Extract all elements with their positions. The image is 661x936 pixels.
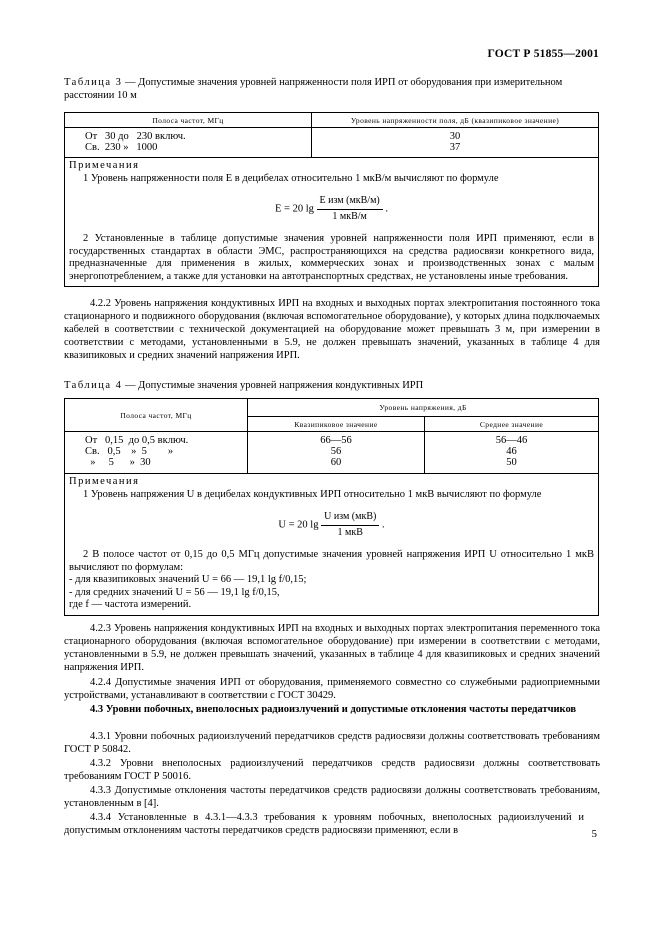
table4-caption-prefix: Таблица 4 [64, 380, 123, 391]
table3-notes [65, 158, 599, 287]
table4-row1-band: От 0,15 до 0,5 включ. [85, 435, 189, 446]
table3-formula-denominator: 1 мкВ/м [332, 210, 367, 222]
table3-row1-value: 30 [449, 131, 461, 142]
document-id: ГОСТ Р 51855—2001 [487, 48, 599, 60]
table3 [64, 112, 599, 287]
table3-note1: 1 Уровень напряженности поля E в децибелах относительно 1 мкВ/м вычисляют по формуле [83, 172, 499, 184]
table4-formula-end: . [381, 519, 385, 531]
table3-formula-fraction [317, 195, 383, 223]
table4 [64, 398, 599, 616]
table3-caption-text: — Допустимые значения уровней напряженности поля ИРП от оборудования при измерительном расстоянии 10 м [64, 77, 563, 101]
table4-caption [64, 379, 600, 392]
table4-formula [69, 511, 594, 539]
table4-note2-line3: - для средних значений U = 56 — 19,1 lg f/0,15, [69, 586, 280, 598]
table3-notes-title: Примечания [69, 160, 140, 171]
paragraph-4-3-1: 4.3.1 Уровни побочных радиоизлучений передатчиков средств радиосвязи должны соответствовать требованиям ГОСТ Р 50842. [64, 731, 600, 755]
table3-band-cell [65, 128, 312, 158]
page-number: 5 [591, 828, 597, 840]
table4-note1: 1 Уровень напряжения U в децибелах кондуктивных ИРП относительно 1 мкВ вычисляют по формуле [83, 488, 542, 500]
table4-caption-text: — Допустимые значения уровней напряжения кондуктивных ИРП [122, 380, 424, 391]
table4-note2-line4: где f — частота измерений. [69, 599, 192, 610]
table4-notes-title: Примечания [69, 476, 140, 487]
table3-caption [64, 76, 600, 102]
table3-caption-prefix: Таблица 3 [64, 77, 123, 88]
table3-col1-header: Полоса частот, МГц [65, 113, 312, 128]
table3-formula [69, 195, 594, 223]
table4-note2-line1: 2 В полосе частот от 0,15 до 0,5 МГц допустимые значения уровней напряжения ИРП U относительно 1 мкВ вычисляют по формулам: [69, 549, 594, 573]
table4-formula-lhs: U = 20 lg [278, 519, 319, 531]
table3-note2: 2 Установленные в таблице допустимые значения уровней напряженности поля ИРП применяют, если в государственных стандартах в области ЭМС, распространяющихся на средства радиосвязи конкретного вида, предназначенные для применения в жилых, коммерческих зонах и производственных зонах с малым энергопотреблением, а также для установки на автотранспортных средствах, не установлены иные требования. [69, 233, 594, 282]
table4-row2-qp: 56 [330, 446, 342, 457]
table4-formula-denominator: 1 мкВ [337, 526, 363, 538]
section-heading-4-3: 4.3 Уровни побочных, внеполосных радиоизлучений и допустимые отклонения частоты передатчиков [90, 704, 577, 715]
table4-formula-fraction [321, 511, 379, 539]
table3-value-cell [312, 128, 599, 158]
table4-row3-qp: 60 [330, 457, 342, 468]
table4-avg-cell [425, 432, 599, 474]
table4-qp-cell [248, 432, 425, 474]
table4-row1-avg: 56—46 [495, 435, 528, 446]
table4-sub1-header: Квазипиковое значение [248, 417, 425, 432]
table4-col1-header: Полоса частот, МГц [65, 399, 248, 432]
paragraph-4-3-4: 4.3.4 Установленные в 4.3.1—4.3.3 требования к уровням побочных, внеполосных радиоизлучений и допустимым отклонениям частоты передатчиков средств радиосвязи применяют, если в [64, 812, 584, 836]
table3-row1-band: От 30 до 230 включ. [85, 131, 186, 142]
table4-row3-avg: 50 [506, 457, 517, 468]
table3-row2-band: Св. 230 » 1000 [85, 142, 158, 153]
paragraph-4-2-4: 4.2.4 Допустимые значения ИРП от оборудования, применяемого совместно со служебными радиоприемными устройствами, устанавливают в соответствии с ГОСТ 30429. [64, 677, 600, 701]
paragraph-4-3-2: 4.3.2 Уровни внеполосных радиоизлучений передатчиков средств радиосвязи должны соответствовать требованиям ГОСТ Р 50016. [64, 758, 600, 782]
table4-row2-band: Св. 0,5 » 5 » [85, 446, 174, 457]
table3-col2-header: Уровень напряженности поля, дБ (квазипиковое значение) [312, 113, 599, 128]
table4-row2-avg: 46 [506, 446, 517, 457]
table3-formula-end: . [385, 203, 388, 215]
paragraph-4-2-3: 4.2.3 Уровень напряжения кондуктивных ИРП на входных и выходных портах электропитания переменного тока стационарного оборудования (включая вспомогательное оборудование) при измерении в соответствии с методами, установленными в 5.9, не должен превышать значений, указанных в таблице 4 для квазипиковых и средних значений напряжения ИРП. [64, 623, 600, 673]
table4-row3-band: » 5 » 30 [85, 457, 151, 468]
table4-formula-numerator: U изм (мкВ) [321, 511, 379, 526]
table4-notes [65, 474, 599, 616]
table4-sub2-header: Среднее значение [425, 417, 599, 432]
table4-group-header: Уровень напряжения, дБ [248, 399, 599, 417]
table3-row2-value: 37 [449, 142, 461, 153]
table4-row1-qp: 66—56 [320, 435, 352, 446]
paragraph-4-2-2: 4.2.2 Уровень напряжения кондуктивных ИРП на входных и выходных портах электропитания постоянного тока стационарного и подвижного оборудования (включая вспомогательное оборудование), у которых длина подключаемых кабелей в соответствии с технической документацией на оборудование может превышать 3 м, при измерении в соответствии с методами, установленными в 5.9, не должен превышать значений, указанных в таблице 4 для квазипиковых и средних значений напряжения ИРП. [64, 298, 600, 361]
table4-note2-line2: - для квазипиковых значений U = 66 — 19,1 lg f/0,15; [69, 574, 307, 585]
table3-formula-lhs: E = 20 lg [275, 203, 314, 215]
table3-formula-numerator: E изм (мкВ/м) [317, 195, 383, 210]
table4-band-cell [65, 432, 248, 474]
paragraph-4-3-3: 4.3.3 Допустимые отклонения частоты передатчиков средств радиосвязи должны соответствовать требованиям, установленным в [4]. [64, 785, 600, 809]
